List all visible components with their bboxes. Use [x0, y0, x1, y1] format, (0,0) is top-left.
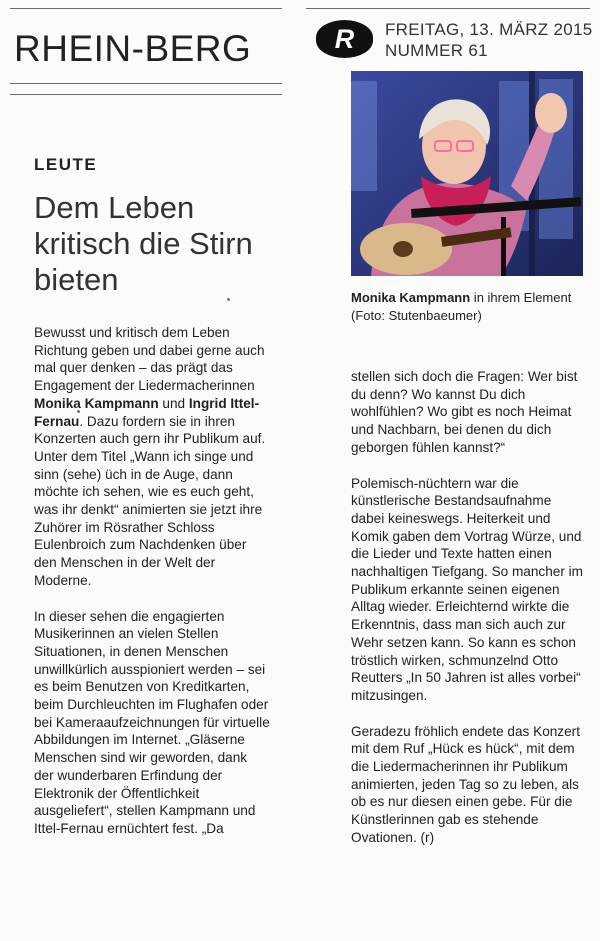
issue-number: NUMMER 61: [385, 41, 488, 60]
article-column-2: [351, 368, 587, 865]
caption-name: Monika Kampmann: [351, 290, 471, 305]
paragraph-text: . Dazu fordern sie in ihren Konzerten auch gern ihr Publikum auf. Unter dem Titel „Wann ich singe und sinn (sehe) üch in de Auge, dann möchte ich sehen, wie es euch geht, was ihr denkt“ animierten sie jetzt ihre Zuhörer im Rösrather Schloss Eulenbroich zum Nachdenken über den Menschen in der Welt der Moderne.: [34, 413, 266, 588]
kicker: LEUTE: [34, 155, 98, 174]
newspaper-logo: R: [316, 20, 373, 58]
print-speck: [227, 298, 230, 301]
article-photo: [351, 71, 583, 276]
article-column-1: [34, 324, 270, 856]
section-title: RHEIN-BERG: [14, 28, 252, 69]
issue-date: FREITAG, 13. MÄRZ 2015: [385, 20, 593, 39]
paragraph-text: und: [158, 395, 189, 411]
paragraph: stellen sich doch die Fragen: Wer bist du denn? Wo kannst Du dich wohlfühlen? Wo gibt es noch Heimat und Nachbarn, bei denen du dich geborgen fühlen kannst?“: [351, 369, 578, 455]
headline: Dem Leben kritisch die Stirn bieten: [34, 190, 253, 297]
caption-text: in ihrem Element (Foto: Stutenbaeumer): [351, 290, 572, 323]
paragraph-text: Bewusst und kritisch dem Leben Richtung geben und dabei gerne auch mal quer denken – das prägt das Engagement der Liedermacherinnen: [34, 325, 265, 394]
performer-photo: [351, 71, 583, 276]
paragraph: Geradezu fröhlich endete das Konzert mit dem Ruf „Hück es hück“, mit dem die Liedermacherinnen ihr Publikum animierten, jeden Tag so zu leben, als ob es nur diesen einen gebe. Für die Künstlerinnen gab es stehende Ovationen. (r): [351, 723, 580, 845]
paragraph: In dieser sehen die engagierten Musikerinnen an vielen Stellen Situationen, in denen Menschen unwillkürlich ausspioniert werden – sei es beim Benutzen von Kreditkarten, beim Durchleuchten im Flughafen oder bei Kameraaufzeichnungen für virtuelle Abbildungen im Internet. „Gläserne Menschen sind wir geworden, dank der wunderbaren Erfindung der Elektronik der Öffentlichkeit ausgeliefert“, stellen Kampmann und Ittel-Fernau ernüchtert fest. „Da: [34, 608, 270, 836]
header-rule-2: [10, 94, 282, 95]
name-highlight: Ingrid Ittel-Fernau: [34, 395, 260, 429]
photo-caption: [351, 289, 587, 325]
paragraph: Polemisch-nüchtern war die künstlerische Bestandsaufnahme dabei keineswegs. Heiterkeit und Komik gaben dem Vortrag Würze, und die Lieder und Texte hatten einen nachhaltigen Tiefgang. So mancher im Publikum erkannte seinen eigenen Alltag wieder. Erleichternd wirkte die Erkenntnis, dass man sich auch zur Wehr setzen kann. So kann es schon tröstlich wirken, schmunzelnd Otto Reutters „In 50 Jahren ist alles vorbei“ mitzusingen.: [351, 475, 583, 703]
top-rule-left: [10, 8, 282, 9]
top-rule-right: [306, 8, 590, 9]
dateline: [385, 19, 593, 61]
paragraph: [34, 324, 270, 590]
name-highlight: Monika Kampmann: [34, 395, 159, 411]
header-rule: [10, 83, 282, 84]
